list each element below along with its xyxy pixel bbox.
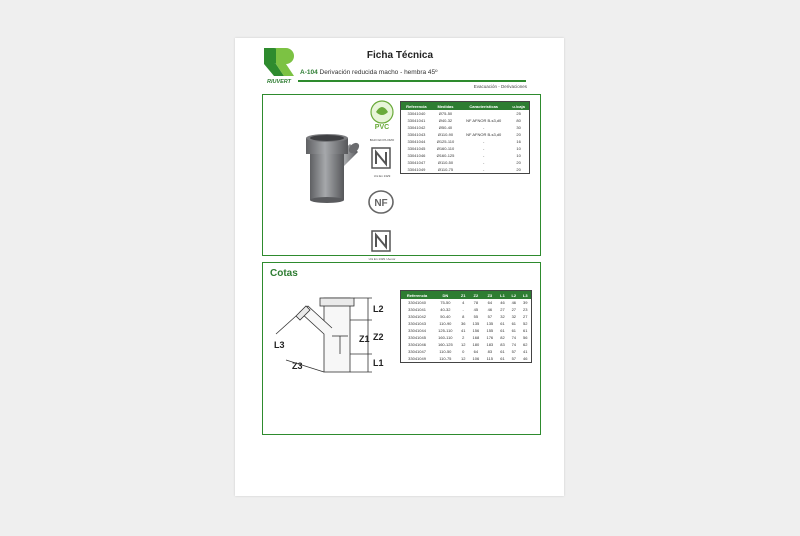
- table-cell: Ø125-110: [436, 139, 455, 144]
- table-cell: 33041040: [408, 300, 426, 305]
- table-cell: -: [483, 125, 485, 130]
- table-cell: -: [483, 146, 485, 151]
- table-cell: 61: [500, 349, 505, 354]
- table-row: [401, 355, 532, 363]
- nf-label: NF: [374, 198, 388, 209]
- table-cell: 125-110: [438, 328, 453, 333]
- product-code: A-104: [300, 69, 318, 76]
- table-cell: 30: [516, 125, 521, 130]
- column-header: Z1: [458, 291, 469, 300]
- table-cell: 33041047: [408, 349, 426, 354]
- table-cell: 41: [460, 328, 466, 333]
- table-cell: 33041045: [407, 146, 426, 151]
- nf-icon: [368, 188, 396, 216]
- table-cell: 20: [516, 160, 521, 165]
- table-cell: 46: [511, 300, 517, 305]
- table-cell: 183: [486, 342, 494, 347]
- table-row: [401, 124, 530, 131]
- table-cell: 156: [472, 328, 480, 333]
- table-cell: 180: [472, 342, 480, 347]
- table-cell: 33041049: [407, 167, 426, 172]
- column-header: L3: [519, 291, 531, 300]
- label-l2: L2: [373, 304, 384, 314]
- table-cell: 33041041: [407, 118, 426, 123]
- table-cell: [459, 110, 508, 117]
- table-cell: 61: [500, 328, 505, 333]
- table-cell: 2: [462, 335, 465, 340]
- table-cell: 27: [500, 307, 505, 312]
- table-cell: 61: [500, 321, 505, 326]
- table-cell: 10: [516, 153, 521, 158]
- table-cell: 33041042: [408, 314, 426, 319]
- table-cell: 83: [500, 342, 505, 347]
- table-cell: 160-125: [437, 342, 453, 347]
- label-l3: L3: [274, 340, 285, 350]
- column-header: Medidas: [432, 102, 459, 111]
- table-cell: 110-75: [439, 356, 452, 361]
- table-cell: 64: [487, 300, 493, 305]
- table-cell: 36: [460, 321, 466, 326]
- column-header: Características: [459, 102, 508, 111]
- table-cell: 20: [516, 167, 521, 172]
- table-cell: 50-40: [440, 314, 451, 319]
- aenor-label: Uni En 1329: [373, 173, 391, 178]
- table-cell: 46: [523, 356, 528, 361]
- fitting-photo: [300, 130, 362, 204]
- table-cell: 8: [462, 314, 465, 319]
- table-cell: 33041045: [408, 335, 426, 340]
- table-cell: 39: [523, 300, 528, 305]
- table-cell: Ø110-90: [437, 132, 454, 137]
- table-cell: 46: [500, 300, 505, 305]
- label-l1: L1: [373, 358, 384, 368]
- table-cell: 61: [523, 328, 528, 333]
- table-cell: 61: [500, 356, 505, 361]
- table-row: [401, 341, 532, 348]
- table-row: [401, 299, 532, 306]
- table-cell: Ø50-40: [438, 125, 453, 130]
- table-cell: 46: [487, 307, 493, 312]
- label-z2: Z2: [373, 332, 384, 342]
- table-cell: 78: [473, 300, 479, 305]
- table-cell: 57: [511, 356, 517, 361]
- table-cell: 155: [486, 328, 494, 333]
- table-cell: 41: [523, 349, 528, 354]
- table-cell: 27: [511, 307, 517, 312]
- table-row: [401, 138, 530, 145]
- table-cell: 27: [523, 314, 528, 319]
- table-cell: 32: [511, 314, 517, 319]
- table-cell: 52: [523, 321, 528, 326]
- pvc-lead-free-icon: [368, 100, 396, 134]
- table-cell: 82: [500, 335, 505, 340]
- table-cell: NF AFNOR B-s3,d0: [466, 132, 502, 137]
- table-row: [401, 348, 532, 355]
- table-cell: 45: [473, 307, 479, 312]
- table-cell: 4: [462, 300, 465, 305]
- table-cell: NF AFNOR B-s3,d0: [466, 118, 502, 123]
- product-category: Evacuación - Derivaciones: [473, 84, 527, 89]
- table-cell: 135: [472, 321, 480, 326]
- table-row: [401, 313, 532, 320]
- pvc-sub-label: BAJO EN PLOMO: [369, 138, 395, 142]
- table-cell: 110-90: [439, 321, 452, 326]
- table-row: [401, 306, 532, 313]
- column-header: L2: [508, 291, 519, 300]
- product-table: [400, 101, 530, 174]
- table-cell: Ø40-32: [438, 118, 453, 123]
- table-cell: 33041041: [408, 307, 426, 312]
- table-cell: 40-32: [440, 307, 451, 312]
- product-name: Derivación reducida macho - hembra 45º: [319, 69, 438, 76]
- table-cell: 33041043: [407, 132, 426, 137]
- table-cell: 176: [486, 335, 494, 340]
- dimensions-table: [400, 290, 532, 363]
- table-cell: Ø110-75: [437, 167, 454, 172]
- table-cell: -: [483, 139, 485, 144]
- table-cell: 16: [516, 139, 521, 144]
- page-title: Ficha Técnica: [366, 50, 434, 61]
- table-row: [401, 117, 530, 124]
- table-row: [401, 145, 530, 152]
- table-cell: 33041046: [408, 342, 426, 347]
- table-cell: 80: [516, 118, 521, 123]
- column-header: Referencia: [401, 291, 434, 300]
- column-header: Z3: [483, 291, 497, 300]
- table-row: [401, 131, 530, 138]
- riuvert-logo: [262, 46, 296, 84]
- table-row: [401, 159, 530, 166]
- table-cell: 56: [523, 335, 528, 340]
- table-cell: -: [483, 167, 485, 172]
- table-cell: 64: [473, 349, 479, 354]
- table-cell: 74: [511, 335, 517, 340]
- table-cell: 33041044: [408, 328, 426, 333]
- column-header: u./caja: [508, 102, 529, 111]
- table-cell: 55: [473, 314, 479, 319]
- table-cell: 160-110: [438, 335, 453, 340]
- table-cell: 20: [516, 132, 521, 137]
- column-header: DN: [433, 291, 457, 300]
- table-row: [401, 110, 530, 117]
- table-cell: 33041042: [407, 125, 426, 130]
- product-subtitle: [300, 69, 438, 76]
- aenor-n-icon-2: [368, 229, 396, 253]
- table-cell: 33041040: [407, 111, 426, 116]
- table-cell: 32: [500, 314, 505, 319]
- table-cell: 83: [487, 349, 493, 354]
- table-cell: 135: [486, 321, 494, 326]
- aenor-n-icon: [368, 146, 396, 170]
- table-cell: 74: [511, 342, 517, 347]
- table-row: [401, 166, 530, 174]
- table-cell: -: [483, 160, 485, 165]
- column-header: L1: [497, 291, 508, 300]
- table-cell: Ø160-125: [436, 153, 455, 158]
- dimension-diagram: [272, 290, 392, 380]
- label-z3: Z3: [292, 361, 303, 371]
- section-title-cotas: Cotas: [270, 268, 298, 279]
- table-cell: 168: [472, 335, 480, 340]
- table-cell: 12: [460, 356, 466, 361]
- table-row: [401, 327, 532, 334]
- table-cell: 106: [472, 356, 480, 361]
- table-cell: Ø160-110: [436, 146, 455, 151]
- table-cell: 33041049: [408, 356, 426, 361]
- table-cell: 0: [462, 349, 465, 354]
- table-cell: 33041044: [407, 139, 426, 144]
- table-cell: 33041046: [407, 153, 426, 158]
- table-cell: 110-50: [439, 349, 452, 354]
- pvc-label: PVC: [374, 124, 390, 131]
- table-cell: -: [462, 307, 464, 312]
- table-cell: Ø75-50: [438, 111, 453, 116]
- table-cell: Ø110-50: [437, 160, 454, 165]
- table-cell: 25: [516, 111, 521, 116]
- table-cell: 61: [511, 328, 517, 333]
- label-z1: Z1: [359, 334, 370, 344]
- table-row: [401, 334, 532, 341]
- brand-name: RIUVERT: [266, 79, 292, 84]
- table-cell: 33041043: [408, 321, 426, 326]
- table-cell: 61: [511, 321, 517, 326]
- table-cell: 12: [460, 342, 466, 347]
- table-cell: 57: [511, 349, 517, 354]
- table-row: [401, 152, 530, 159]
- certifications: [368, 100, 396, 265]
- aenor-label-2: Uni En 1329 / Aenor: [368, 257, 396, 261]
- title-rule: [298, 80, 526, 82]
- table-cell: 10: [516, 146, 521, 151]
- table-cell: 33041047: [407, 160, 426, 165]
- table-cell: 75-50: [440, 300, 451, 305]
- column-header: Z2: [469, 291, 483, 300]
- table-cell: 62: [523, 342, 528, 347]
- table-cell: 23: [523, 307, 528, 312]
- table-cell: 115: [486, 356, 494, 361]
- column-header: Referencia: [401, 102, 432, 111]
- table-cell: 57: [487, 314, 493, 319]
- table-cell: -: [483, 153, 485, 158]
- table-row: [401, 320, 532, 327]
